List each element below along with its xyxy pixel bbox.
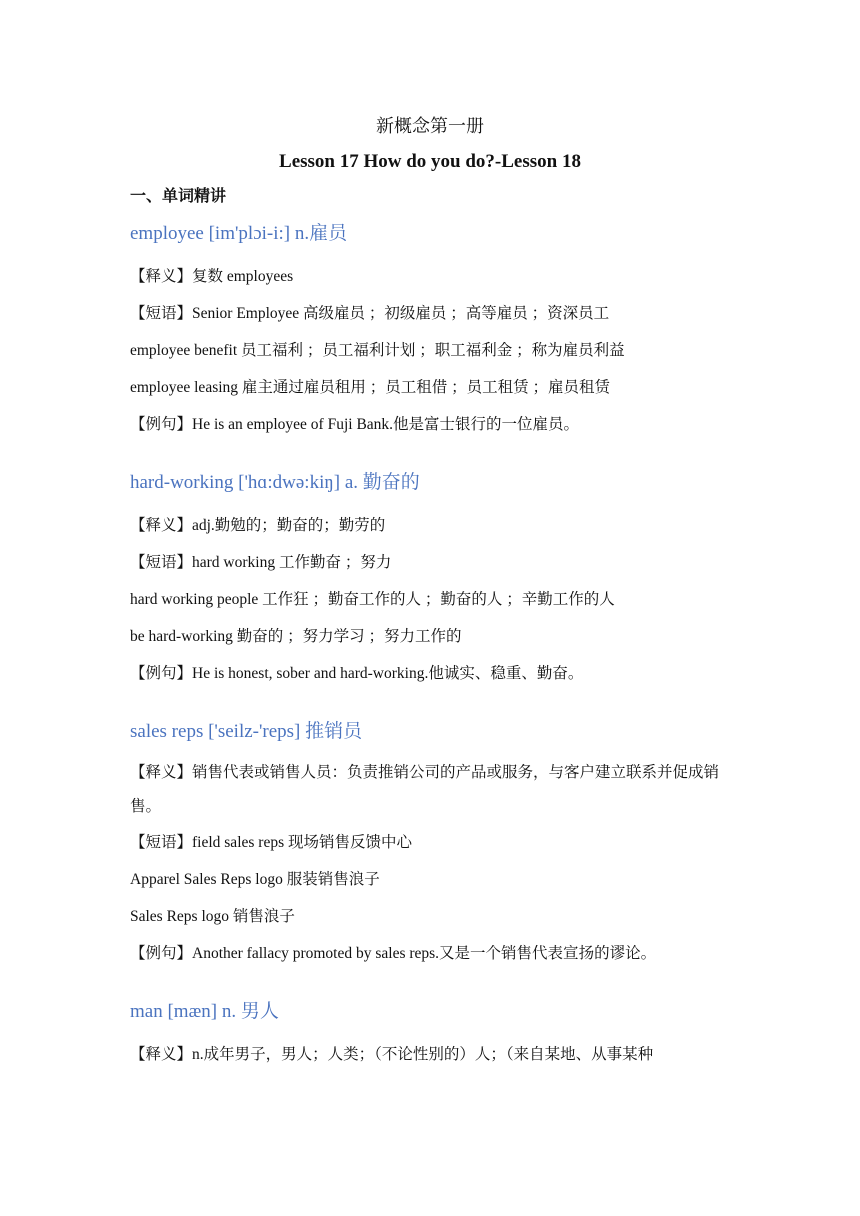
vocab-entry-employee <box>130 220 740 443</box>
headword: employee [im'plɔi-i:] n.雇员 <box>130 223 348 244</box>
example-line: 【例句】He is an employee of Fuji Bank.他是富士银行的一位雇员。 <box>130 416 580 433</box>
vocab-entry-man <box>130 998 740 1073</box>
phrase-line: hard working people 工作狂 ；勤奋工作的人 ；勤奋的人 ；辛勤工作的人 <box>130 591 615 608</box>
definition-line: 【释义】n.成年男子，男人；人类；（不论性别的）人；（来自某地、从事某种 <box>130 1046 654 1063</box>
headword: sales reps ['seilz-'reps] 推销员 <box>130 721 363 742</box>
headword: hard-working ['hɑ:dwə:kiŋ] a. 勤奋的 <box>130 472 420 493</box>
example-line: 【例句】Another fallacy promoted by sales reps.又是一个销售代表宣扬的谬论。 <box>130 945 657 962</box>
definition-line: 【释义】复数 employees <box>130 268 294 285</box>
example-line: 【例句】He is honest, sober and hard-working.他诚实、稳重、勤奋。 <box>130 665 584 682</box>
section-heading: 一、单词精讲 <box>130 188 227 205</box>
phrase-line: employee benefit 员工福利 ；员工福利计划 ；职工福利金 ；称为雇员利益 <box>130 342 625 359</box>
phrase-line: 【短语】Senior Employee 高级雇员 ；初级雇员 ；高等雇员 ；资深员工 <box>130 305 610 322</box>
headword: man [mæn] n. 男人 <box>130 1001 279 1022</box>
definition-line: 【释义】销售代表或销售人员：负责推销公司的产品或服务，与客户建立联系并促成销售。 <box>130 764 720 815</box>
phrase-line: employee leasing 雇主通过雇员租用 ；员工租借 ；员工租赁 ；雇员租赁 <box>130 379 611 396</box>
definition-line: 【释义】adj.勤勉的；勤奋的；勤劳的 <box>130 517 386 534</box>
phrase-line: 【短语】hard working 工作勤奋 ；努力 <box>130 554 392 571</box>
phrase-line: 【短语】field sales reps 现场销售反馈中心 <box>130 834 412 851</box>
lesson-subtitle: Lesson 17 How do you do?-Lesson 18 <box>279 151 581 172</box>
phrase-line: Sales Reps logo 销售浪子 <box>130 908 295 925</box>
phrase-line: be hard-working 勤奋的 ；努力学习 ；努力工作的 <box>130 628 462 645</box>
phrase-line: Apparel Sales Reps logo 服装销售浪子 <box>130 871 380 888</box>
vocab-entry-sales-reps <box>130 718 740 972</box>
document-title: 新概念第一册 <box>376 116 484 136</box>
document-content <box>130 112 740 1099</box>
vocab-entry-hard-working <box>130 469 740 692</box>
